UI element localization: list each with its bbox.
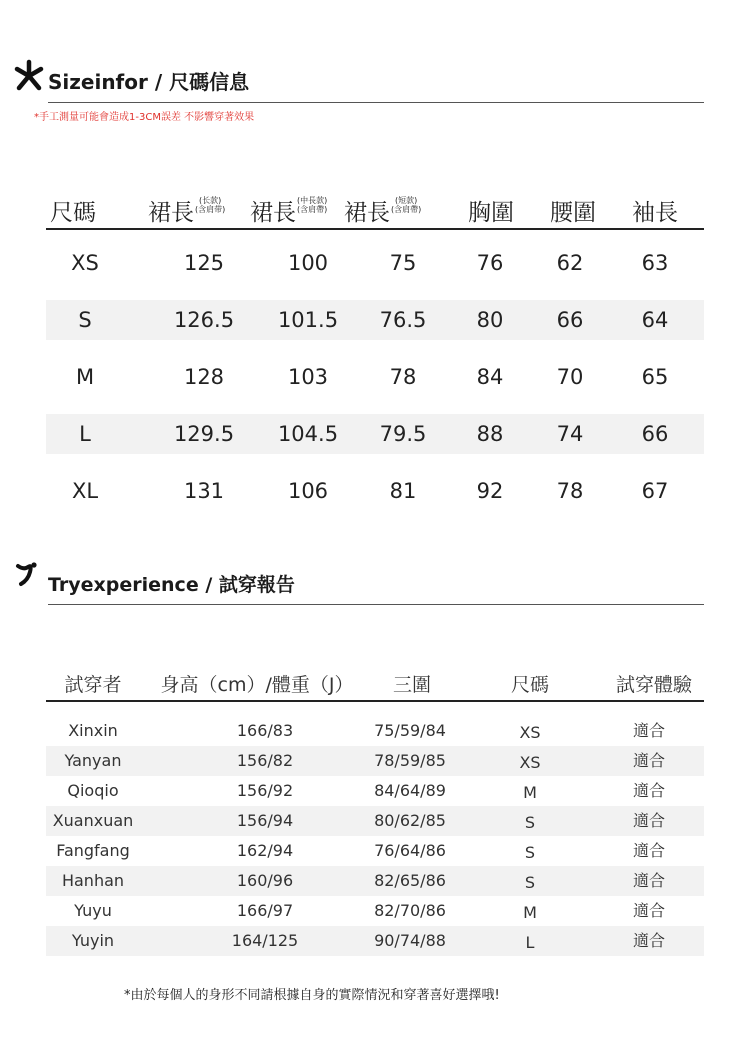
size-value-cell: 101.5 xyxy=(277,308,339,332)
size-header-cell xyxy=(50,194,96,227)
try-row xyxy=(46,926,704,956)
size-cell: L xyxy=(525,933,535,952)
tester-name-cell: Hanhan xyxy=(61,871,125,890)
size-header-label: 裙長 xyxy=(148,200,194,226)
try-row xyxy=(46,896,704,926)
try-header-cell: 身高（cm）/體重（J） xyxy=(160,674,354,696)
tester-name-cell: Yuyu xyxy=(74,901,112,920)
height-weight-cell: 162/94 xyxy=(236,841,294,860)
try-row xyxy=(46,836,704,866)
size-header-label: 裙長 xyxy=(250,200,296,226)
size-value-cell: 65 xyxy=(641,365,669,389)
size-header-subnote xyxy=(391,196,421,214)
size-header-cell xyxy=(344,194,421,227)
size-value-cell: 74 xyxy=(556,422,584,446)
fit-cell: 適合 xyxy=(632,931,665,950)
size-header-subnote-line: (含肩带) xyxy=(195,205,226,214)
measurements-cell: 78/59/85 xyxy=(374,751,446,770)
height-weight-cell: 160/96 xyxy=(236,871,294,890)
measurements-cell: 75/59/84 xyxy=(374,721,446,740)
size-cell: M xyxy=(523,903,537,922)
measurements-cell: 80/62/85 xyxy=(374,811,446,830)
size-value-cell: 131 xyxy=(183,479,225,503)
height-weight-cell: 164/125 xyxy=(231,931,299,950)
tester-name-cell: Xuanxuan xyxy=(52,811,134,830)
size-value-cell: 62 xyxy=(556,251,584,275)
size-cell: XS xyxy=(519,753,541,772)
measurements-cell: 82/65/86 xyxy=(374,871,446,890)
size-row xyxy=(46,243,704,283)
try-row xyxy=(46,716,704,746)
size-value-cell: 66 xyxy=(556,308,584,332)
try-table-body xyxy=(46,716,704,956)
height-weight-cell: 156/82 xyxy=(236,751,294,770)
tester-name-cell: Yuyin xyxy=(71,931,115,950)
size-info-title: Sizeinfor / 尺碼信息 xyxy=(48,70,250,94)
size-header-cell xyxy=(468,194,514,227)
size-cell: XS xyxy=(519,723,541,742)
size-label-cell: S xyxy=(78,308,92,332)
size-cell: S xyxy=(524,813,536,832)
try-report-header xyxy=(12,560,704,610)
size-header-subnote-line: (短款) xyxy=(395,196,418,205)
try-row xyxy=(46,776,704,806)
try-report-title: Tryexperience / 試穿報告 xyxy=(48,574,295,596)
size-value-cell: 81 xyxy=(389,479,417,503)
size-cell: S xyxy=(524,843,536,862)
tester-name-cell: Yanyan xyxy=(64,751,122,770)
measurement-note: *手工測量可能會造成1-3CM誤差 不影響穿著效果 xyxy=(34,112,255,123)
try-row xyxy=(46,806,704,836)
size-value-cell: 126.5 xyxy=(173,308,235,332)
footer-note: *由於每個人的身形不同請根據自身的實際情況和穿著喜好選擇哦! xyxy=(124,988,500,1003)
size-value-cell: 76.5 xyxy=(379,308,427,332)
fit-cell: 適合 xyxy=(632,811,665,830)
size-value-cell: 104.5 xyxy=(277,422,339,446)
size-header-subnote-line: (含肩帶) xyxy=(297,205,328,214)
size-cell: S xyxy=(524,873,536,892)
size-value-cell: 76 xyxy=(476,251,504,275)
try-header-cell: 尺碼 xyxy=(510,674,549,696)
size-value-cell: 63 xyxy=(641,251,669,275)
try-header-cell: 三圍 xyxy=(392,674,431,696)
size-table-body xyxy=(46,243,704,511)
size-info-divider xyxy=(48,102,704,103)
size-value-cell: 70 xyxy=(556,365,584,389)
size-header-subnote xyxy=(195,196,225,214)
fit-cell: 適合 xyxy=(632,901,665,920)
size-row xyxy=(46,414,704,454)
size-value-cell: 79.5 xyxy=(379,422,427,446)
tester-name-cell: Fangfang xyxy=(56,841,130,860)
size-value-cell: 100 xyxy=(287,251,329,275)
size-header-subnote-line: (长款) xyxy=(199,196,222,205)
size-value-cell: 78 xyxy=(556,479,584,503)
size-value-cell: 129.5 xyxy=(173,422,235,446)
size-value-cell: 106 xyxy=(287,479,329,503)
size-header-cell xyxy=(250,194,327,227)
size-header-label: 袖長 xyxy=(632,200,678,226)
try-report-table xyxy=(46,664,704,956)
size-value-cell: 67 xyxy=(641,479,669,503)
size-header-label: 腰圍 xyxy=(550,200,596,226)
try-header-cell: 試穿體驗 xyxy=(615,674,692,696)
size-value-cell: 84 xyxy=(476,365,504,389)
size-label-cell: L xyxy=(79,422,91,446)
size-value-cell: 103 xyxy=(287,365,329,389)
measurements-cell: 82/70/86 xyxy=(374,901,446,920)
size-value-cell: 125 xyxy=(183,251,225,275)
size-value-cell: 78 xyxy=(389,365,417,389)
size-row xyxy=(46,357,704,397)
tester-name-cell: Qioqio xyxy=(67,781,119,800)
size-header-cell xyxy=(148,194,225,227)
size-label-cell: XL xyxy=(71,479,99,503)
size-value-cell: 80 xyxy=(476,308,504,332)
size-value-cell: 88 xyxy=(476,422,504,446)
size-value-cell: 92 xyxy=(476,479,504,503)
fit-cell: 適合 xyxy=(632,841,665,860)
size-table xyxy=(46,182,704,511)
fit-cell: 適合 xyxy=(632,781,665,800)
size-header-cell xyxy=(632,194,678,227)
height-weight-cell: 166/83 xyxy=(236,721,294,740)
size-value-cell: 66 xyxy=(641,422,669,446)
size-row xyxy=(46,471,704,511)
size-header-label: 裙長 xyxy=(344,200,390,226)
tester-name-cell: Xinxin xyxy=(68,721,118,740)
height-weight-cell: 156/94 xyxy=(236,811,294,830)
size-header-subnote-line: (中長款) xyxy=(297,196,328,205)
asterisk-icon xyxy=(12,58,46,92)
size-value-cell: 75 xyxy=(389,251,417,275)
try-header-cell: 試穿者 xyxy=(64,674,122,696)
height-weight-cell: 166/97 xyxy=(236,901,294,920)
fit-cell: 適合 xyxy=(632,871,665,890)
measurements-cell: 76/64/86 xyxy=(374,841,446,860)
size-table-header xyxy=(46,182,704,230)
try-row xyxy=(46,866,704,896)
fit-cell: 適合 xyxy=(632,721,665,740)
size-header-label: 尺碼 xyxy=(50,200,96,226)
size-header-subnote xyxy=(297,196,327,214)
size-header-subnote-line: (含肩帶) xyxy=(391,205,422,214)
size-value-cell: 64 xyxy=(641,308,669,332)
size-info-header xyxy=(12,58,704,122)
size-label-cell: XS xyxy=(71,251,99,275)
height-weight-cell: 156/92 xyxy=(236,781,294,800)
size-header-cell xyxy=(550,194,596,227)
swirl-mark-icon xyxy=(12,560,42,590)
try-row xyxy=(46,746,704,776)
size-label-cell: M xyxy=(75,365,95,389)
size-header-label: 胸圍 xyxy=(468,200,514,226)
measurements-cell: 84/64/89 xyxy=(374,781,446,800)
size-row xyxy=(46,300,704,340)
try-table-header xyxy=(46,664,704,702)
measurements-cell: 90/74/88 xyxy=(374,931,446,950)
size-cell: M xyxy=(523,783,537,802)
size-value-cell: 128 xyxy=(183,365,225,389)
fit-cell: 適合 xyxy=(632,751,665,770)
try-report-divider xyxy=(48,604,704,605)
